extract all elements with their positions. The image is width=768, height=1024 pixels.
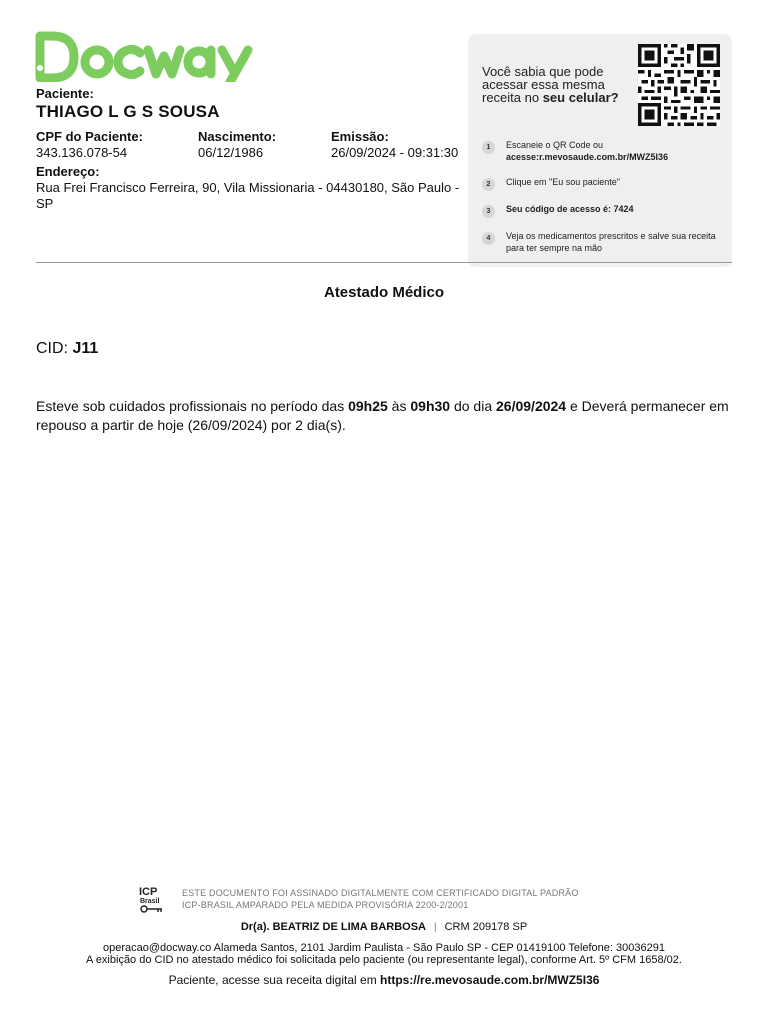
doctor-signature: [0, 921, 768, 933]
certificate-body: [36, 397, 736, 435]
step-text: [506, 139, 716, 163]
cpf-label: CPF do Paciente:: [36, 129, 143, 144]
birth-value: 06/12/1986: [198, 145, 264, 160]
care-date: 26/09/2024: [496, 398, 567, 414]
body-text: Esteve sob cuidados profissionais no período das: [36, 398, 349, 414]
svg-text:ICP: ICP: [139, 886, 158, 898]
body-text: do dia: [450, 398, 497, 414]
cid-code: J11: [72, 340, 99, 357]
cert-line: ICP-BRASIL AMPARADO PELA MEDIDA PROVISÓRIA 2200-2/2001: [182, 900, 469, 910]
issue-value: 26/09/2024 - 09:31:30: [331, 145, 459, 160]
doctor-crm: CRM 209178 SP: [444, 921, 528, 933]
birth-label: Nascimento:: [198, 129, 277, 144]
body-text: e Deverá permanecer em repouso a partir de hoje (26/09/2024) por 2 dia(s).: [36, 398, 729, 433]
document-title: Atestado Médico: [323, 284, 444, 301]
step-number: 3: [482, 205, 495, 218]
cid-label: CID:: [36, 340, 68, 357]
body-text: às: [387, 398, 411, 414]
doctor-name: Dr(a). BEATRIZ DE LIMA BARBOSA: [240, 921, 426, 933]
cpf-value: 343.136.078-54: [36, 145, 128, 160]
step-text-plain: Escaneie o QR Code ou: [506, 140, 604, 150]
docway-logo-graphic: [34, 30, 264, 82]
step-access-link[interactable]: acesse:r.mevosaude.com.br/MWZ5I36: [506, 152, 669, 162]
qr-step-3: [482, 203, 722, 231]
step-number: 4: [482, 232, 495, 245]
cert-line: ESTE DOCUMENTO FOI ASSINADO DIGITALMENTE COM CERTIFICADO DIGITAL PADRÃO: [182, 888, 579, 898]
start-time: 09h25: [348, 398, 388, 414]
separator: |: [434, 922, 437, 933]
cid-disclosure-note: A exibição do CID no atestado médico foi solicitada pelo paciente (ou representante legal), conforme Art. 5º CFM 1658/02.: [86, 954, 682, 966]
step-text: Veja os medicamentos prescritos e salve sua receita para ter sempre na mão: [506, 231, 716, 253]
address-value: Rua Frei Francisco Ferreira, 90, Vila Missionaria - 04430180, São Paulo - SP: [36, 180, 460, 211]
prescription-url-link[interactable]: https://re.mevosaude.com.br/MWZ5I36: [380, 973, 600, 987]
qr-step-1: [482, 139, 722, 167]
digital-certificate-notice: [182, 887, 662, 911]
qr-access-panel: [468, 34, 732, 267]
patient-name: THIAGO L G S SOUSA: [36, 102, 220, 121]
issue-label: Emissão:: [331, 129, 389, 144]
svg-text:Brasil: Brasil: [140, 898, 160, 905]
qr-question: [482, 65, 642, 104]
patient-label: Paciente:: [36, 86, 94, 101]
end-time: 09h30: [410, 398, 451, 414]
step-text: [506, 203, 716, 215]
qr-code-icon[interactable]: [638, 44, 720, 126]
contact-info: [0, 942, 768, 966]
qr-question-bold: seu celular?: [542, 90, 619, 105]
access-code: Seu código de acesso é: 7424: [506, 204, 634, 214]
contact-line: operacao@docway.co Alameda Santos, 2101 Jardim Paulista - São Paulo SP - CEP 01419100 Telefone: 30036291: [103, 942, 665, 954]
docway-logo: [34, 30, 264, 82]
qr-question-text: Você sabia que pode acessar essa mesma receita no: [482, 64, 605, 105]
cid-line: [36, 340, 98, 358]
qr-step-2: [482, 176, 722, 204]
qr-step-4: [482, 230, 722, 258]
step-number: 2: [482, 178, 495, 191]
digital-prescription-link: [0, 973, 768, 987]
step-text: Clique em "Eu sou paciente": [506, 177, 620, 187]
link-prefix: Paciente, acesse sua receita digital em: [168, 973, 381, 987]
icp-brasil-logo-icon: [138, 884, 168, 914]
address-label: Endereço:: [36, 164, 100, 179]
step-number: 1: [482, 141, 495, 154]
header-divider: [36, 262, 732, 263]
